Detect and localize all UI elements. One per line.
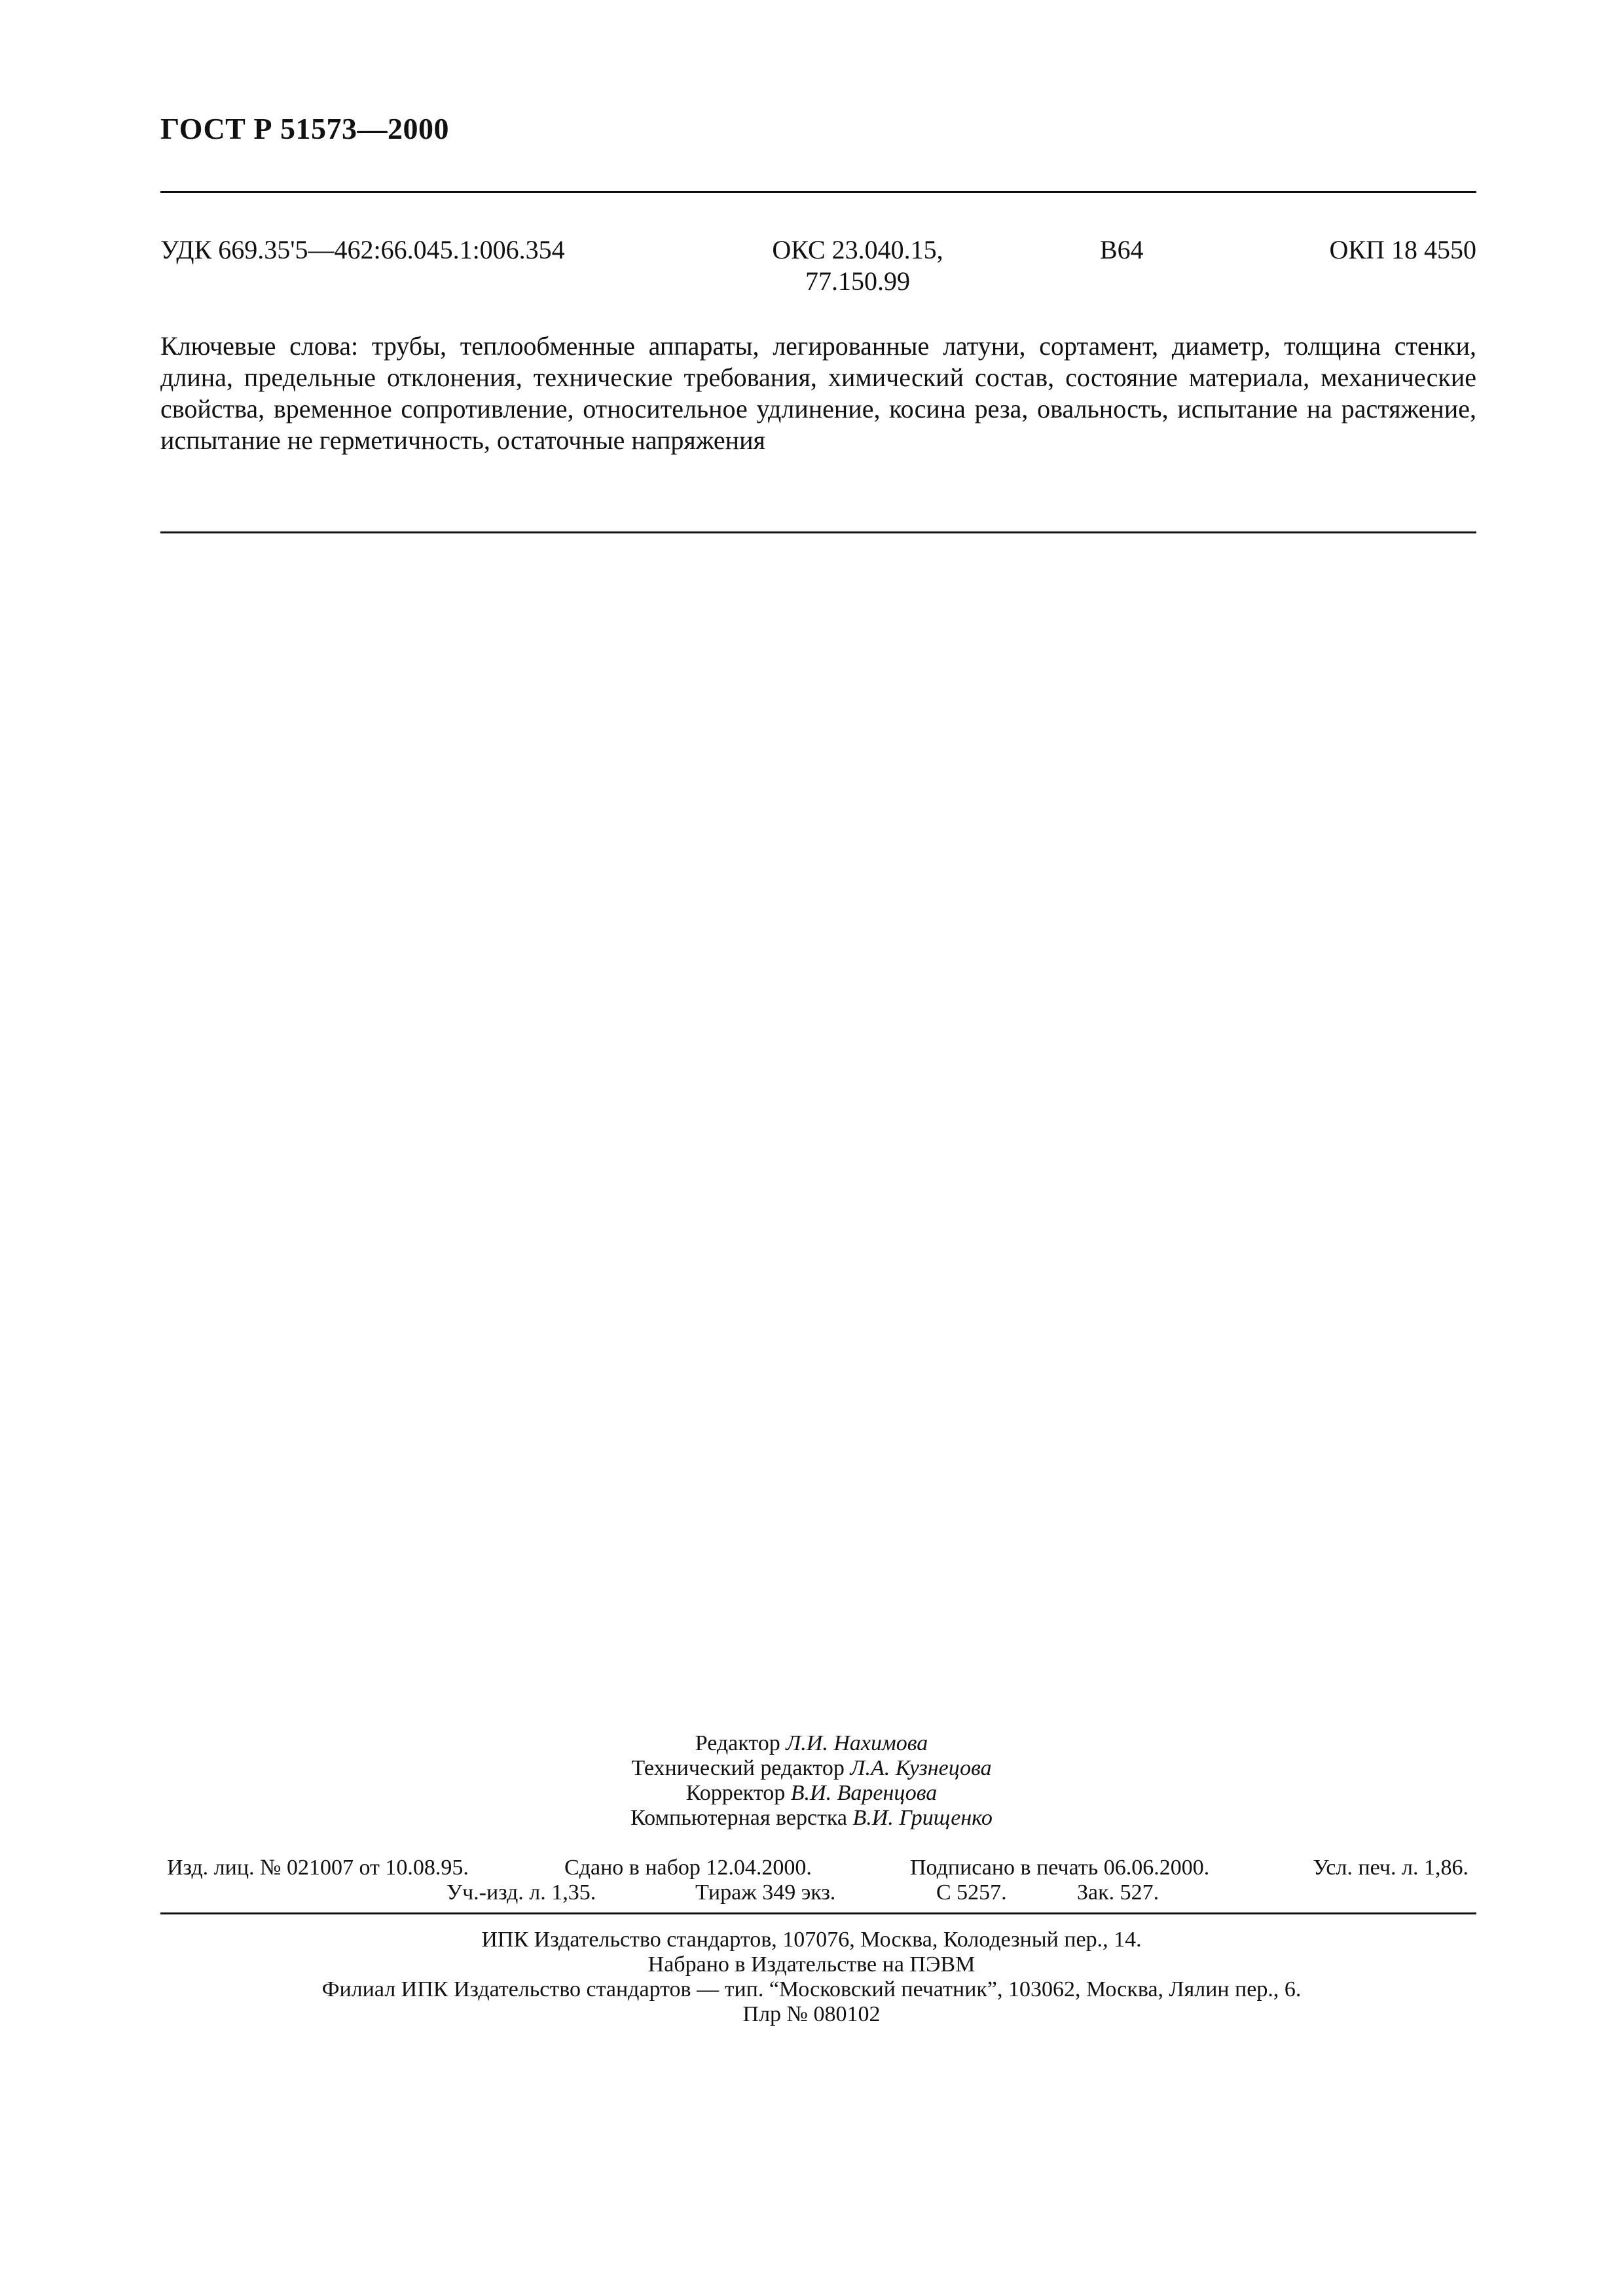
- pub-sheets-info: Уч.-изд. л. 1,35.: [447, 1880, 596, 1905]
- category-code: В64: [1100, 235, 1144, 264]
- editor-line: [0, 1731, 1623, 1756]
- document-title: ГОСТ Р 51573—2000: [160, 112, 449, 145]
- oks-code-line1: ОКС 23.040.15,: [772, 235, 943, 264]
- print-sheets-info: Усл. печ. л. 1,86.: [1313, 1856, 1468, 1880]
- imprint-divider: [160, 1912, 1476, 1914]
- corrector-label: Корректор: [685, 1781, 786, 1805]
- top-divider: [160, 191, 1476, 193]
- order-info: Зак. 527.: [1077, 1880, 1159, 1905]
- udk-code: УДК 669.35'5—462:66.045.1:006.354: [160, 235, 565, 264]
- layout-name: В.И. Грищенко: [852, 1806, 993, 1830]
- credits-block: [0, 1731, 1623, 1831]
- keywords-paragraph: Ключевые слова: трубы, теплообменные аппараты, легированные латуни, сортамент, диаметр, толщина стенки, длина, предельные отклонения, технические требования, химический состав, состояние материала, механические свойства, временное сопротивление, относительное удлинение, косина реза, овальность, испытание на растяжение, испытание не герметичность, остаточные напряжения: [160, 331, 1476, 455]
- corrector-line: [0, 1781, 1623, 1806]
- corrector-name: В.И. Варенцова: [790, 1781, 938, 1805]
- imprint-line-4: Плр № 080102: [742, 2002, 881, 2026]
- layout-label: Компьютерная верстка: [630, 1806, 848, 1830]
- c-number-info: С 5257.: [936, 1880, 1007, 1905]
- license-info: Изд. лиц. № 021007 от 10.08.95.: [167, 1856, 469, 1880]
- tech-editor-label: Технический редактор: [631, 1756, 845, 1780]
- oks-code: [759, 234, 956, 297]
- imprint-line-3: Филиал ИПК Издательство стандартов — тип. “Московский печатник”, 103062, Москва, Лялин пер., 6.: [321, 1977, 1302, 2001]
- keywords-divider: [160, 531, 1476, 533]
- layout-line: [0, 1806, 1623, 1831]
- okp-code: ОКП 18 4550: [1329, 235, 1476, 264]
- signed-info: Подписано в печать 06.06.2000.: [910, 1856, 1210, 1880]
- circulation-info: Тираж 349 экз.: [695, 1880, 836, 1905]
- editor-label: Редактор: [695, 1731, 780, 1755]
- oks-code-line2: 77.150.99: [805, 266, 910, 296]
- sent-to-set-info: Сдано в набор 12.04.2000.: [564, 1856, 812, 1880]
- imprint-block: [0, 1928, 1623, 2027]
- tech-editor-name: Л.А. Кузнецова: [850, 1756, 992, 1780]
- imprint-line-1: ИПК Издательство стандартов, 107076, Москва, Колодезный пер., 14.: [481, 1928, 1142, 1952]
- tech-editor-line: [0, 1756, 1623, 1781]
- editor-name: Л.И. Нахимова: [786, 1731, 928, 1755]
- imprint-line-2: Набрано в Издательстве на ПЭВМ: [647, 1952, 976, 1977]
